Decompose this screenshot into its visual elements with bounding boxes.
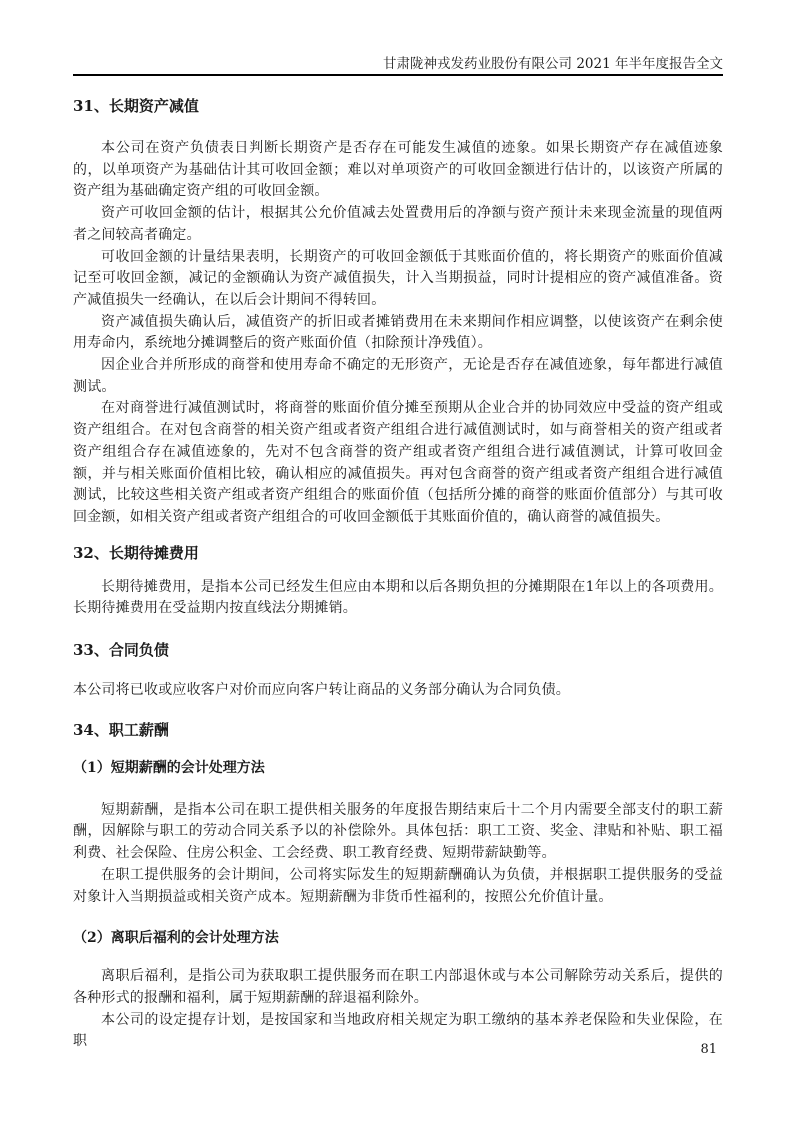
section-heading-32: 32、长期待摊费用	[73, 543, 199, 562]
section-heading-34: 34、职工薪酬	[73, 720, 169, 739]
report-title: 甘肃陇神戎发药业股份有限公司 2021 年半年度报告全文	[383, 56, 723, 72]
paragraph: 本公司将已收或应收客户对价而应向客户转让商品的义务部分确认为合同负债。	[73, 682, 570, 699]
paragraph: 因企业合并所形成的商誉和使用寿命不确定的无形资产，无论是否存在减值迹象，每年都进行减值测试。	[73, 357, 723, 395]
paragraph: 本公司的设定提存计划，是按国家和当地政府相关规定为职工缴纳的基本养老保险和失业保险，在职	[73, 1011, 723, 1050]
paragraph: 可收回金额的计量结果表明，长期资产的可收回金额低于其账面价值的，将长期资产的账面价值减记至可收回金额，减记的金额确认为资产减值损失，计入当期损益，同时计提相应的资产减值准备。资产减值损失一经确认，在以后会计期间不得转回。	[73, 248, 723, 308]
page-number: 81	[700, 1042, 717, 1057]
subsection-heading-34-2: （2）离职后福利的会计处理方法	[73, 930, 279, 947]
paragraph: 资产减值损失确认后，减值资产的折旧或者摊销费用在未来期间作相应调整，以使该资产在剩余使用寿命内，系统地分摊调整后的资产账面价值（扣除预计净残值）。	[73, 313, 723, 352]
paragraph: 在职工提供服务的会计期间，公司将实际发生的短期薪酬确认为负债，并根据职工提供服务的受益对象计入当期损益或相关资产成本。短期薪酬为非货币性福利的，按照公允价值计量。	[73, 866, 723, 905]
subsection-heading-34-1: （1）短期薪酬的会计处理方法	[73, 759, 265, 776]
paragraph: 短期薪酬，是指本公司在职工提供相关服务的年度报告期结束后十二个月内需要全部支付的职工薪酬，因解除与职工的劳动合同关系予以的补偿除外。具体包括：职工工资、奖金、津贴和补贴、职工福利费、社会保险、住房公积金、工会经费、职工教育经费、短期带薪缺勤等。	[73, 801, 723, 862]
section-heading-31: 31、长期资产减值	[73, 97, 199, 115]
page-content	[73, 76, 723, 1053]
paragraph: 离职后福利，是指公司为获取职工提供服务而在职工内部退休或与本公司解除劳动关系后，提供的各种形式的报酬和福利，属于短期薪酬的辞退福利除外。	[73, 968, 723, 1006]
section-heading-33: 33、合同负债	[73, 641, 169, 660]
paragraph: 在对商誉进行减值测试时，将商誉的账面价值分摊至预期从企业合并的协同效应中受益的资产组或资产组组合。在对包含商誉的相关资产组或者资产组组合进行减值测试时，如与商誉相关的资产组或者资产组组合存在减值迹象的，先对不包含商誉的资产组或者资产组组合进行减值测试，计算可收回金额，并与相关账面价值相比较，确认相应的减值损失。再对包含商誉的资产组或者资产组组合进行减值测试，比较这些相关资产组或者资产组组合的账面价值（包括所分摊的商誉的账面价值部分）与其可收回金额，如相关资产组或者资产组组合的可收回金额低于其账面价值的，确认商誉的减值损失。	[73, 400, 723, 525]
paragraph: 资产可收回金额的估计，根据其公允价值减去处置费用后的净额与资产预计未来现金流量的现值两者之间较高者确定。	[73, 205, 723, 243]
paragraph: 长期待摊费用，是指本公司已经发生但应由本期和以后各期负担的分摊期限在1年以上的各项费用。长期待摊费用在受益期内按直线法分期摊销。	[73, 578, 723, 617]
paragraph: 本公司在资产负债表日判断长期资产是否存在可能发生减值的迹象。如果长期资产存在减值迹象的，以单项资产为基础估计其可收回金额；难以对单项资产的可收回金额进行估计的，以该资产所属的资产组为基础确定资产组的可收回金额。	[73, 140, 723, 200]
page-header	[73, 56, 723, 72]
page-footer	[700, 1042, 717, 1057]
